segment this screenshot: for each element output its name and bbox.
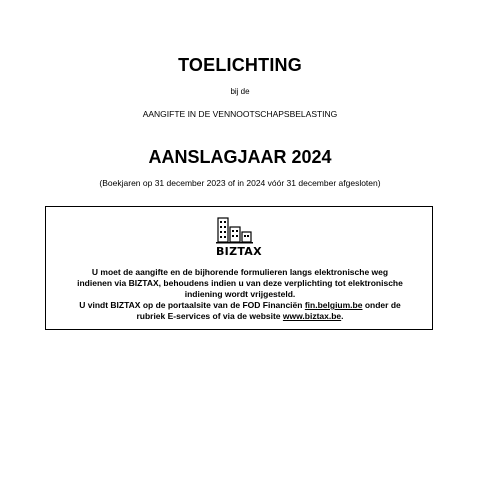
biztax-notice-box — [45, 206, 433, 330]
notice-line-5-prefix: rubriek E-services of via de website — [136, 311, 281, 321]
notice-line-4-prefix: U vindt BIZTAX op de portaalsite van de FOD Financiën — [79, 300, 303, 310]
notice-line-5-suffix: . — [341, 311, 344, 321]
notice-line-2: indienen via BIZTAX, behoudens indien u van deze verplichting tot elektronische — [77, 278, 403, 288]
biztax-logo-text: BIZTAX — [216, 245, 262, 257]
period-note: (Boekjaren op 31 december 2023 of in 2024 vóór 31 december afgesloten) — [99, 178, 381, 188]
assessment-year: AANSLAGJAAR 2024 — [148, 147, 332, 167]
notice-line-1: U moet de aangifte en de bijhorende formulieren langs elektronische weg — [91, 267, 389, 277]
biztax-logo-icon — [215, 215, 265, 257]
document-subtitle-small: bij de — [230, 87, 250, 96]
notice-text — [52, 267, 428, 322]
fin-belgium-link[interactable]: fin.belgium.be — [304, 300, 363, 310]
notice-line-3: indiening wordt vrijgesteld. — [184, 289, 296, 299]
notice-line-4-suffix: onder de — [364, 300, 401, 310]
document-subtitle: AANGIFTE IN DE VENNOOTSCHAPSBELASTING — [142, 109, 338, 119]
biztax-website-link[interactable]: www.biztax.be — [282, 311, 342, 321]
document-title: TOELICHTING — [178, 55, 302, 75]
